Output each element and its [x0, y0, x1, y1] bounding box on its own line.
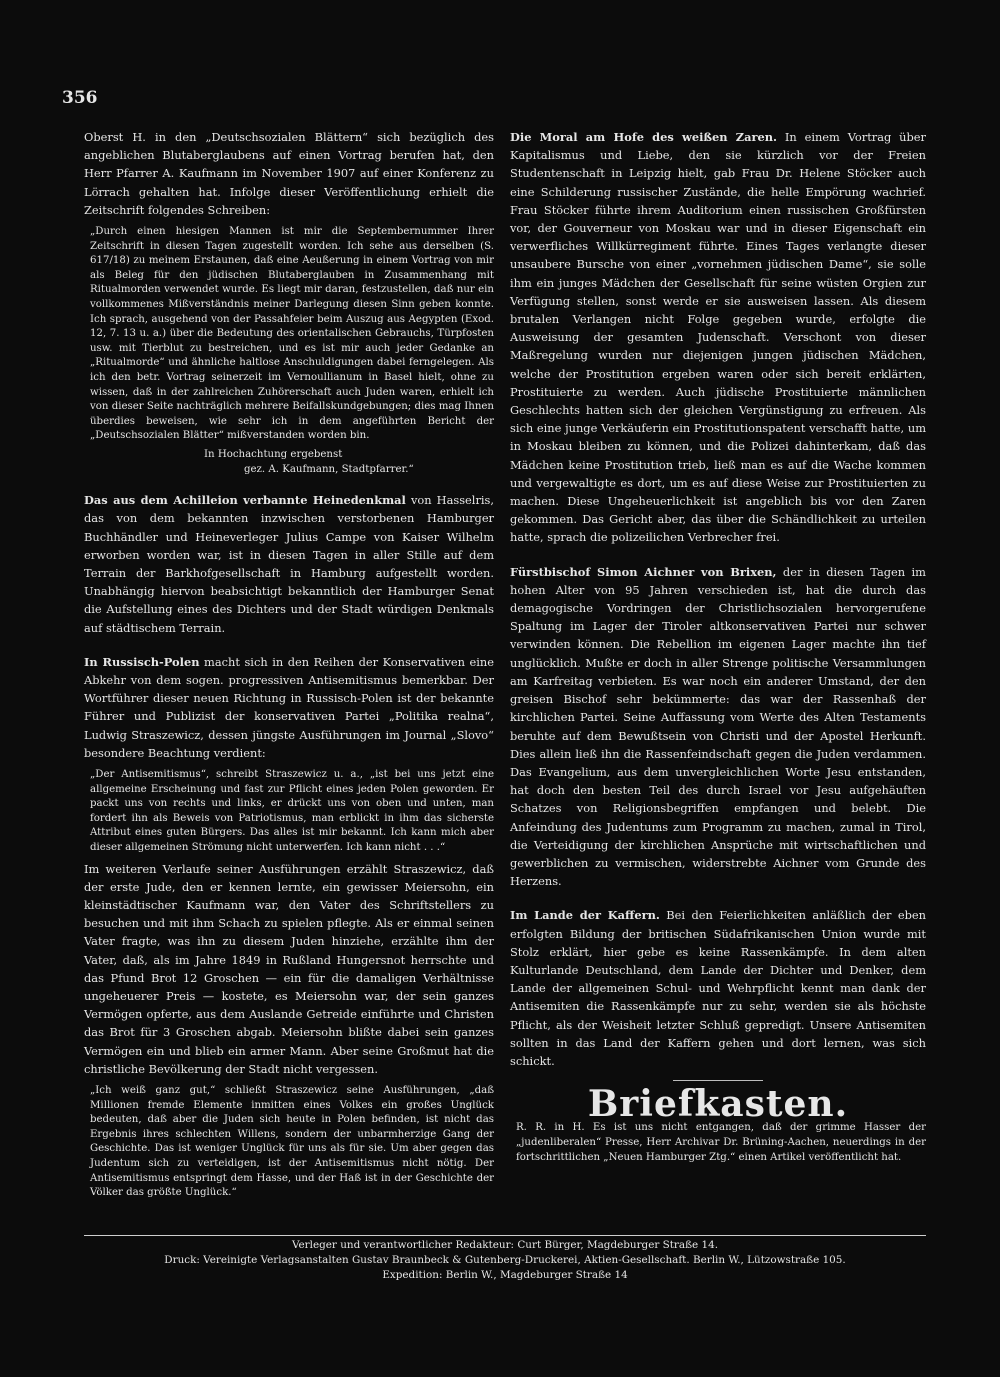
article-body: macht sich in den Reihen der Konservativen eine Abkehr von dem sogen. progressiven Antisemitismus bemerkbar. Der Wortführer dieser neuen Richtung in Russisch-Polen ist der bekannte Führer und Publizist der konservativen Partei „Politika realna“, Ludwig Straszewicz, dessen jüngste Ausführungen im Journal „Slovo“ besondere Beachtung verdient:	[84, 654, 495, 760]
paragraph-blood-superstition: Oberst H. in den „Deutschsozialen Blättern“ sich bezüglich des angeblichen Blutaberglaubens auf einen Vortrag berufen hat, den Herr Pfarrer A. Kaufmann im November 1907 auf einer Konferenz zu Lörrach gehalten hat. Infolge dieser Veröffentlichung erhielt die Zeitschrift folgendes Schreiben:	[84, 130, 494, 217]
article-body: In einem Vortrag über Kapitalismus und Liebe, den sie kürzlich vor der Freien Studentenschaft in Leipzig hielt, gab Frau Dr. Helene Stöcker auch eine Schilderung russischer Zustände, die helle Empörung wachrief. Frau Stöcker führte ihrem Auditorium einen russischen Großfürsten vor, der Gouverneur von Moskau war und in dieser Eigenschaft ein verwerfliches Willkürregiment führte. Eines Tages verlangte dieser unsaubere Bursche von einer „vornehmen jüdischen Dame“, sie solle ihm ein junges Mädchen der Gesellschaft für seine wüsten Orgien zur Verfügung stellen, sonst werde er sie ausweisen lassen. Als diesem brutalen Verlangen nicht Folge gegeben wurde, erfolgte die Ausweisung der gesamten Judenschaft. Verschont von dieser Maßregelung wurden nur diejenigen jungen jüdischen Mädchen, welche der Prostitution ergeben waren oder sich bereit erklärten, Prostituierte zu werden. Auch jüdische Prostituierte männlichen Geschlechts hatten sich der gleichen Vergünstigung zu erfreuen. Als sich eine junge Verkäuferin ein Prostitutionspatent verschafft hatte, um in Moskau bleiben zu können, und die Polizei dahinterkam, daß das Mädchen keine Prostitution trieb, ließ man es auf die Wache kommen und vergewaltigte es dort, um es auf diese Weise zur Prostituierten zu machen. Diese Ungeheuerlichkeit ist angeblich bis vor den Zaren gekommen. Das Gericht aber, das über die Schändlichkeit zu urteilen hatte, sprach die polizeilichen Verbrecher frei.	[510, 130, 926, 545]
briefkasten-text: R. R. in H. Es ist uns nicht entgangen, daß der grimme Hasser der „judenliberalen“ Presse, Herr Archivar Dr. Brüning-Aachen, neuerdings in der fortschrittlichen „Neuen Hamburger Ztg.“ einen Artikel veröffentlicht hat.	[516, 1122, 926, 1163]
article-heading: Die Moral am Hofe des weißen Zaren.	[510, 130, 777, 144]
article-body: Bei den Feierlichkeiten anläßlich der eben erfolgten Bildung der britischen Südafrikanischen Union wurde mit Stolz erklärt, hier gebe es keine Rassenkämpfe. In dem alten Kulturlande Deutschland, dem Lande der Dichter und Denker, dem Lande der allgemeinen Schul- und Wehrpflicht kennt man dank der Antisemiten die Rassenkämpfe nur zu sehr, werden sie als höchste Pflicht, als der Weisheit letzter Schluß gepredigt. Unsere Antisemiten sollten in das Land der Kaffern gehen und dort lernen, was sich schickt.	[510, 908, 927, 1068]
letter-quote: „Durch einen hiesigen Mannen ist mir die Septembernummer Ihrer Zeitschrift in diesen Tagen zugestellt worden. Ich sehe aus derselben (S. 617/18) zu meinem Erstaunen, daß eine Aeußerung in einem Vortrag von mir als Beleg für den jüdischen Blutaberglauben in Zusammenhang mit Ritualmorden verwendet wurde. Es liegt mir daran, festzustellen, daß nur ein vollkommenes Mißverständnis meiner Darlegung diesen Sinn geben konnte. Ich sprach, ausgehend von der Passahfeier beim Auszug aus Aegypten (Exod. 12, 7. 13 u. a.) über die Bedeutung des orientalischen Gebrauchs, Türpfosten usw. mit Tierblut zu bestreichen, und es ist mir auch jeder Gedanke an „Ritualmorde“ und ähnliche haltlose Anschuldigungen dabei ferngelegen. Als ich den betr. Vortrag seinerzeit im Vernoullianum in Basel hielt, ohne zu wissen, daß in der zahlreichen Zuhörerschaft auch Juden waren, erhielt ich von dieser Seite nachträglich mehrere Beifallskundgebungen; dies mag Ihnen überdies beweisen, wie sehr ich in dem angeführten Bericht der „Deutschsozialen Blätter“ mißverstanden worden bin.	[90, 226, 494, 442]
article-kaffern	[510, 906, 926, 1070]
left-column	[84, 128, 494, 1205]
article-aichner	[510, 563, 926, 891]
article-heine-monument	[84, 491, 494, 637]
imprint-footer	[84, 1235, 926, 1283]
article-heading: Fürstbischof Simon Aichner von Brixen,	[510, 564, 777, 579]
imprint-printer: Druck: Vereinigte Verlagsanstalten Gustav Braunbeck & Gutenberg-Druckerei, Aktien-Gesellschaft. Berlin W., Lützowstraße 105.	[164, 1254, 846, 1266]
letter-signature: gez. A. Kaufmann, Stadtpfarrer.“	[244, 463, 414, 475]
page-number: 356	[62, 88, 98, 108]
article-heading: Das aus dem Achilleion verbannte Heinedenkmal	[84, 493, 406, 508]
imprint-editor: Verleger und verantwortlicher Redakteur: Curt Bürger, Magdeburger Straße 14.	[291, 1239, 719, 1251]
article-russian-poland	[84, 653, 494, 762]
quote-conclusion: „Ich weiß ganz gut,“ schließt Straszewicz seine Ausführungen, „daß Millionen fremde Elemente inmitten eines Volkes ein großes Unglück bedeuten, daß aber die Juden sich heute in Polen befinden, ist nicht das Ergebnis ihres schlechten Willens, sondern der unbarmherzige Gang der Geschichte. Das ist weniger Unglück für uns als für sie. Um aber gegen das Judentum sich zu verteidigen, ist der Antisemitismus nicht nötig. Der Antisemitismus entspringt dem Hasse, und der Haß ist in der Geschichte der Völker das größte Unglück.“	[90, 1084, 494, 1199]
article-body: von Hasselris, das von dem bekannten inzwischen verstorbenen Hamburger Buchhändler und Heineverleger Julius Campe von Kaiser Wilhelm erworben worden war, ist in diesen Tagen in aller Stille auf dem Terrain der Barkhofgesellschaft in Hamburg aufgestellt worden. Unabhängig hiervon beabsichtigt bekanntlich der Hamburger Senat die Aufstellung eines des Dichters und der Stadt würdigen Denkmals auf städtischem Terrain.	[84, 493, 494, 635]
article-body: der in diesen Tagen im hohen Alter von 95 Jahren verschieden ist, hat die durch das demagogische Vordringen der Christlichsozialen hervorgerufene Spaltung im Lager der Tiroler altkonservativen Partei nur schwer verwinden können. Die Rebellion im eigenen Lager machte ihn tief unglücklich. Mußte er doch in aller Strenge politische Versammlungen am Karfreitag verbieten. Es war noch ein anderer Umstand, der den greisen Bischof sehr bekümmerte: das war der Rassenhaß der kirchlichen Partei. Seine Auffassung vom Werte des Alten Testaments beruhte auf dem Bewußtsein von Christi und der Apostel Herkunft. Dies allein ließ ihn die Rassenfeindschaft gegen die Juden verdammen. Das Evangelium, aus dem unvergleichlichen Worte Jesu entstanden, hat doch den besten Teil des durch Israel vor Jesu aufgehäuften Schatzes von Religionsbegriffen empfangen und belebt. Die Anfeindung des Judentums zum Programm zu machen, zumal in Tirol, die Verteidigung der kirchlichen Ansprüche mit wirtschaftlichen und gewerblichen zu vermischen, widerstrebte Aichner vom Grunde des Herzens.	[510, 564, 926, 889]
briefkasten-title: Briefkasten.	[587, 1083, 849, 1126]
article-heading: Im Lande der Kaffern.	[510, 908, 660, 923]
imprint-expedition: Expedition: Berlin W., Magdeburger Straße 14	[382, 1269, 628, 1281]
paragraph-meiersohn: Im weiteren Verlaufe seiner Ausführungen erzählt Straszewicz, daß der erste Jude, den er kennen lernte, ein gewisser Meiersohn, ein kleinstädtischer Kaufmann war, den Vater des Schriftstellers zu besuchen und mit ihm Schach zu spielen pflegte. Als er einmal seinen Vater fragte, was ihn zu diesem Juden hinziehe, erzählte ihm der Vater, daß, als im Jahre 1849 in Rußland Hungersnot herrschte und das Pfund Brot 12 Groschen — ein für die damaligen Verhältnisse ungeheuerer Preis — kostete, es Meiersohn war, der sein ganzes Vermögen opferte, aus dem Auslande Getreide einführte und Christen das Brot für 3 Groschen abgab. Meiersohn blißte dabei sein ganzes Vermögen ein und blieb ein armer Mann. Aber seine Großmut hat die christliche Bevölkerung der Stadt nicht vergessen.	[84, 861, 494, 1076]
article-heading: In Russisch-Polen	[84, 654, 200, 669]
letter-closing: In Hochachtung ergebenst	[204, 448, 343, 460]
right-column	[510, 128, 926, 1169]
article-tsar-court	[510, 128, 926, 547]
quote-antisemitism: „Der Antisemitismus“, schreibt Straszewicz u. a., „ist bei uns jetzt eine allgemeine Erscheinung und fast zur Pflicht eines jeden Polen geworden. Er packt uns von rechts und links, er drückt uns von oben und unten, man fordert ihn als Beweis von Patriotismus, man erblickt in ihm das sicherste Attribut eines guten Bürgers. Das alles ist mir bekannt. Ich kann mich aber dieser allgemeinen Strömung nicht unterwerfen. Ich kann nicht . . .“	[90, 768, 494, 853]
section-divider	[673, 1080, 763, 1081]
